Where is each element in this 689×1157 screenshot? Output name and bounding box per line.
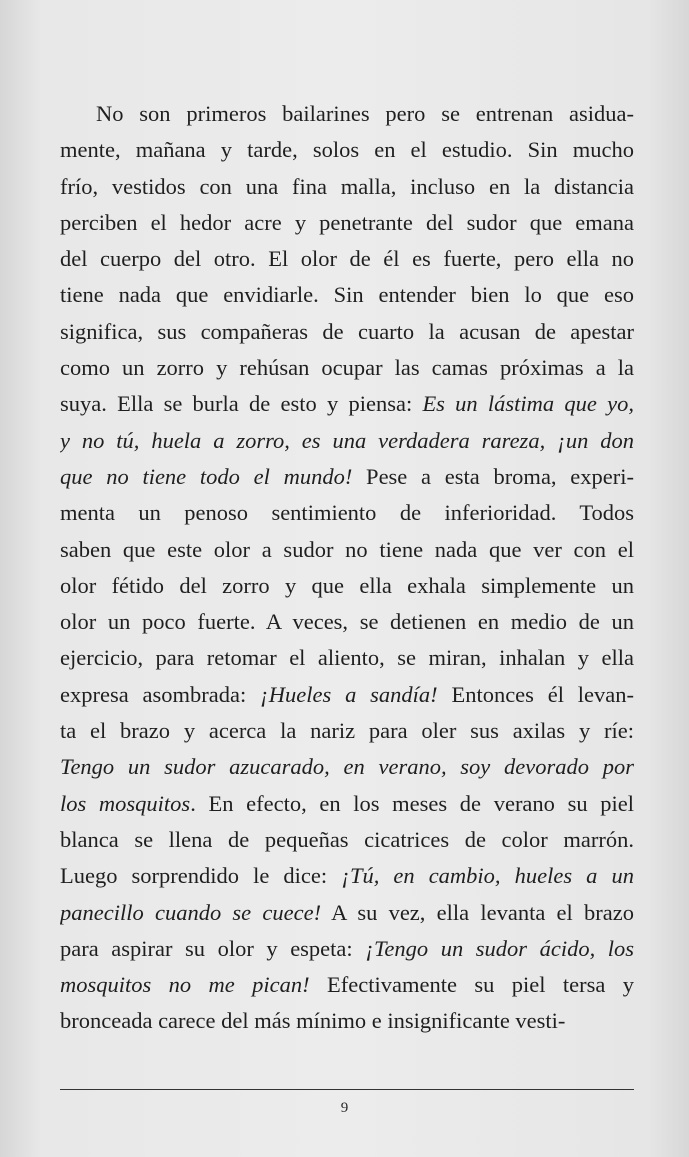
text-line — [60, 423, 634, 459]
text-line — [60, 386, 634, 422]
text-segment: A su vez, ella levanta el brazo — [321, 899, 634, 925]
text-segment: significa, sus compañeras de cuarto la acusan de apestar — [60, 318, 634, 344]
text-segment: expresa asombrada: — [60, 681, 261, 707]
italic-segment: los mosquitos — [60, 790, 191, 816]
text-segment: perciben el hedor acre y penetrante del sudor que emana — [60, 209, 634, 235]
page-number: 9 — [340, 1100, 349, 1116]
text-line — [60, 1003, 634, 1039]
text-line — [60, 350, 634, 386]
text-segment: ta el brazo y acerca la nariz para oler sus axilas y ríe: — [60, 718, 634, 744]
italic-segment: Tengo un sudor azucarado, en verano, soy devorado por — [60, 754, 634, 780]
text-segment: olor un poco fuerte. A veces, se detienen en medio de un — [60, 609, 634, 635]
text-line — [60, 822, 634, 858]
text-line — [60, 169, 634, 205]
italic-segment: ¡Hueles a sandía! — [260, 681, 438, 707]
text-line — [60, 895, 634, 931]
text-segment: Entonces él levan- — [437, 681, 634, 707]
text-line — [60, 314, 634, 350]
text-segment: bronceada carece del más mínimo e insignificante vesti- — [60, 1008, 566, 1034]
text-segment: del cuerpo del otro. El olor de él es fuerte, pero ella no — [60, 246, 634, 272]
text-segment: suya. Ella se burla de esto y piensa: — [60, 391, 423, 417]
text-segment: blanca se llena de pequeñas cicatrices de color marrón. — [60, 826, 634, 852]
text-segment: frío, vestidos con una fina malla, incluso en la distancia — [60, 173, 634, 199]
italic-segment: y no tú, huela a zorro, es una verdadera rareza, ¡un don — [60, 427, 634, 453]
text-line — [60, 132, 634, 168]
text-line — [60, 677, 634, 713]
text-line — [60, 495, 634, 531]
text-segment: ejercicio, para retomar el aliento, se miran, inhalan y ella — [60, 645, 634, 671]
text-line — [60, 459, 634, 495]
text-segment: . En efecto, en los meses de verano su piel — [190, 790, 634, 816]
text-segment: tiene nada que envidiarle. Sin entender bien lo que eso — [60, 282, 634, 308]
italic-segment: Es un lástima que yo, — [422, 391, 634, 417]
text-segment: saben que este olor a sudor no tiene nada que ver con el — [60, 536, 634, 562]
text-line — [60, 604, 634, 640]
italic-segment: panecillo cuando se cuece! — [60, 899, 322, 925]
footer-rule — [60, 1089, 634, 1090]
text-line — [60, 786, 634, 822]
text-segment: olor fétido del zorro y que ella exhala simplemente un — [60, 572, 634, 598]
text-line — [60, 931, 634, 967]
text-line — [60, 967, 634, 1003]
italic-segment: ¡Tú, en cambio, hueles a un — [341, 863, 634, 889]
text-segment: Pese a esta broma, experi- — [352, 463, 634, 489]
text-segment: menta un penoso sentimiento de inferioridad. Todos — [60, 500, 634, 526]
text-segment: para aspirar su olor y espeta: — [60, 935, 366, 961]
text-line — [60, 749, 634, 785]
italic-segment: ¡Tengo un sudor ácido, los — [365, 935, 634, 961]
text-line — [60, 241, 634, 277]
text-segment: como un zorro y rehúsan ocupar las camas próximas a la — [60, 355, 634, 381]
text-line — [60, 568, 634, 604]
text-line — [60, 532, 634, 568]
text-line — [60, 858, 634, 894]
text-line — [60, 96, 634, 132]
text-line — [60, 640, 634, 676]
body-text — [60, 96, 634, 1040]
italic-segment: que no tiene todo el mundo! — [60, 463, 353, 489]
text-line — [60, 277, 634, 313]
italic-segment: mosquitos no me pican! — [60, 972, 310, 998]
text-segment: Efectivamente su piel tersa y — [309, 972, 634, 998]
text-segment: No son primeros bailarines pero se entrenan asidua- — [96, 101, 634, 126]
text-line — [60, 713, 634, 749]
text-segment: mente, mañana y tarde, solos en el estudio. Sin mucho — [60, 137, 634, 163]
text-line — [60, 205, 634, 241]
text-segment: Luego sorprendido le dice: — [60, 863, 342, 889]
